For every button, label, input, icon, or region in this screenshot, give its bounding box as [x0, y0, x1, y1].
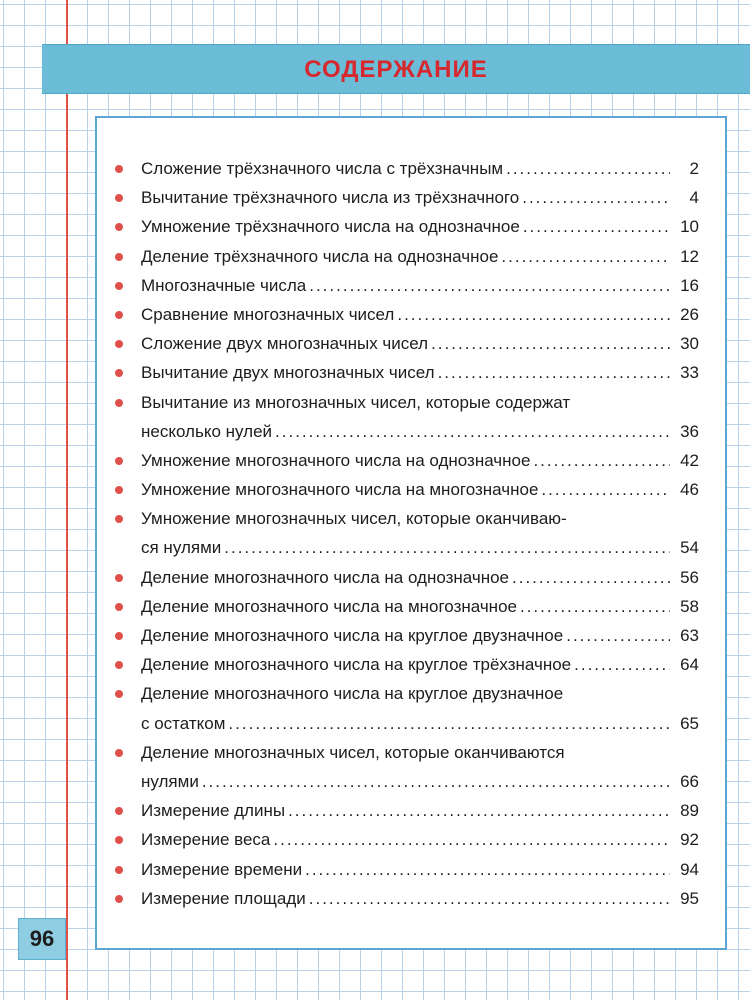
- bullet-icon: [115, 690, 123, 698]
- toc-entry-title: Многозначные числа: [141, 275, 307, 295]
- toc-row: [141, 679, 699, 708]
- dot-leader: [228, 709, 670, 738]
- toc-entry-title: ся нулями: [141, 538, 222, 558]
- dot-leader: [512, 563, 670, 592]
- bullet-icon: [115, 574, 123, 582]
- toc-entry-title: Вычитание трёхзначного числа из трёхзначного: [141, 188, 520, 208]
- toc-page-number: 64: [680, 655, 699, 675]
- bullet-icon: [115, 836, 123, 844]
- toc-page-number: 56: [680, 567, 699, 587]
- header-band: [42, 44, 750, 94]
- toc-row: [141, 504, 699, 533]
- toc-entry-line: [97, 796, 725, 825]
- toc-row: [141, 212, 699, 241]
- toc-page-number: 63: [680, 626, 699, 645]
- toc-entry-line: [97, 446, 725, 475]
- toc-entry-line: [97, 417, 725, 446]
- dot-leader: [305, 855, 670, 884]
- bullet-icon: [115, 515, 123, 523]
- table-of-contents: [95, 116, 727, 950]
- dot-leader: [275, 417, 670, 446]
- toc-row: [141, 154, 699, 183]
- dot-leader: [574, 650, 670, 679]
- toc-page-number: 33: [680, 363, 699, 383]
- dot-leader: [506, 154, 670, 183]
- dot-leader: [397, 300, 670, 329]
- toc-entry-line: [97, 300, 725, 329]
- notebook-margin-line: [66, 0, 68, 1000]
- bullet-icon: [115, 749, 123, 757]
- toc-entry-line: [97, 855, 725, 884]
- toc-row: [141, 329, 699, 358]
- bullet-icon: [115, 807, 123, 815]
- toc-entry-title: Умножение трёхзначного числа на однозначное: [141, 217, 520, 237]
- bullet-icon: [115, 457, 123, 465]
- toc-entry-line: [97, 533, 725, 562]
- dot-leader: [224, 533, 670, 562]
- toc-entry-title: Вычитание двух многозначных чисел: [141, 363, 435, 383]
- bullet-icon: [115, 340, 123, 348]
- toc-row: [141, 884, 699, 913]
- bullet-icon: [115, 866, 123, 874]
- bullet-icon: [115, 603, 123, 611]
- toc-list: [97, 154, 725, 913]
- toc-row: [141, 417, 699, 446]
- bullet-icon: [115, 311, 123, 319]
- dot-leader: [438, 358, 670, 387]
- toc-page-number: 94: [680, 859, 699, 879]
- dot-leader: [523, 212, 670, 241]
- toc-entry-line: [97, 767, 725, 796]
- toc-entry-title: Деление многозначных чисел, которые оканчиваются: [141, 742, 565, 762]
- bullet-icon: [115, 165, 123, 173]
- toc-page-number: 42: [680, 450, 699, 470]
- toc-page-number: 92: [680, 830, 699, 850]
- toc-entry-title: Сложение трёхзначного числа с трёхзначным: [141, 159, 504, 178]
- toc-page-number: 54: [680, 538, 699, 558]
- toc-entry-line: [97, 154, 725, 183]
- toc-page-number: 89: [680, 801, 699, 821]
- toc-row: [141, 271, 699, 300]
- toc-entry-line: [97, 738, 725, 767]
- bullet-icon: [115, 253, 123, 261]
- toc-entry-title: Измерение времени: [141, 859, 303, 879]
- dot-leader: [522, 183, 670, 212]
- toc-entry-title: Деление многозначного числа на круглое двузначное: [141, 684, 564, 704]
- toc-entry-title: Деление трёхзначного числа на однозначное: [141, 246, 499, 266]
- bullet-icon: [115, 194, 123, 202]
- toc-entry-line: [97, 679, 725, 708]
- toc-entry-title: с остатком: [141, 713, 226, 733]
- bullet-icon: [115, 282, 123, 290]
- toc-entry-line: [97, 183, 725, 212]
- toc-row: [141, 242, 699, 271]
- toc-entry-title: Деление многозначного числа на круглое двузначное: [141, 626, 564, 645]
- toc-row: [141, 563, 699, 592]
- toc-entry-line: [97, 504, 725, 533]
- toc-entry-line: [97, 475, 725, 504]
- toc-row: [141, 300, 699, 329]
- toc-row: [141, 621, 699, 650]
- bullet-icon: [115, 486, 123, 494]
- bullet-icon: [115, 632, 123, 640]
- toc-row: [141, 388, 699, 417]
- toc-row: [141, 738, 699, 767]
- dot-leader: [533, 446, 670, 475]
- toc-entry-line: [97, 329, 725, 358]
- toc-entry-title: Умножение многозначных чисел, которые оканчиваю-: [141, 509, 567, 529]
- toc-page-number: 66: [680, 771, 699, 791]
- toc-row: [141, 183, 699, 212]
- toc-page-number: 30: [680, 334, 699, 354]
- dot-leader: [288, 796, 670, 825]
- dot-leader: [431, 329, 670, 358]
- toc-row: [141, 709, 699, 738]
- toc-entry-title: Измерение веса: [141, 830, 271, 850]
- toc-entry-title: Деление многозначного числа на многозначное: [141, 596, 517, 616]
- toc-row: [141, 825, 699, 854]
- toc-row: [141, 592, 699, 621]
- toc-row: [141, 533, 699, 562]
- toc-entry-line: [97, 825, 725, 854]
- dot-leader: [309, 884, 670, 913]
- dot-leader: [202, 767, 670, 796]
- toc-entry-line: [97, 358, 725, 387]
- dot-leader: [520, 592, 670, 621]
- toc-entry-line: [97, 242, 725, 271]
- dot-leader: [273, 825, 670, 854]
- toc-entry-title: несколько нулей: [141, 421, 273, 441]
- dot-leader: [501, 242, 670, 271]
- toc-entry-line: [97, 650, 725, 679]
- dot-leader: [541, 475, 670, 504]
- toc-page-number: 65: [680, 713, 699, 733]
- toc-row: [141, 358, 699, 387]
- toc-entry-line: [97, 884, 725, 913]
- toc-entry-line: [97, 212, 725, 241]
- bullet-icon: [115, 399, 123, 407]
- toc-row: [141, 650, 699, 679]
- toc-entry-title: Сравнение многозначных чисел: [141, 304, 395, 324]
- toc-entry-title: Деление многозначного числа на круглое трёхзначное: [141, 655, 572, 675]
- toc-row: [141, 767, 699, 796]
- toc-entry-title: Умножение многозначного числа на многозначное: [141, 480, 539, 500]
- toc-page-number: 10: [680, 217, 699, 237]
- dot-leader: [566, 621, 670, 650]
- toc-entry-title: Сложение двух многозначных чисел: [141, 334, 429, 354]
- toc-page-number: 4: [689, 188, 699, 208]
- toc-page-number: 16: [680, 275, 699, 295]
- toc-entry-line: [97, 563, 725, 592]
- toc-row: [141, 446, 699, 475]
- bullet-icon: [115, 661, 123, 669]
- toc-row: [141, 855, 699, 884]
- toc-entry-title: нулями: [141, 771, 199, 791]
- toc-page-number: 26: [680, 304, 699, 324]
- toc-entry-line: [97, 621, 725, 650]
- toc-entry-line: [97, 271, 725, 300]
- toc-page-number: 46: [680, 480, 699, 500]
- page-number: 96: [18, 918, 66, 960]
- toc-page-number: 2: [689, 159, 699, 178]
- toc-page-number: 36: [680, 421, 699, 441]
- toc-entry-title: Вычитание из многозначных чисел, которые содержат: [141, 392, 571, 412]
- toc-entry-title: Измерение длины: [141, 801, 286, 821]
- toc-row: [141, 475, 699, 504]
- toc-entry-line: [97, 592, 725, 621]
- bullet-icon: [115, 369, 123, 377]
- toc-entry-title: Умножение многозначного числа на однозначное: [141, 450, 531, 470]
- bullet-icon: [115, 223, 123, 231]
- page-title: СОДЕРЖАНИЕ: [304, 56, 488, 83]
- toc-page-number: 12: [680, 246, 699, 266]
- toc-page-number: 58: [680, 596, 699, 616]
- toc-row: [141, 796, 699, 825]
- toc-page-number: 95: [680, 888, 699, 908]
- dot-leader: [309, 271, 670, 300]
- bullet-icon: [115, 895, 123, 903]
- toc-entry-title: Измерение площади: [141, 888, 306, 908]
- toc-entry-line: [97, 388, 725, 417]
- toc-entry-line: [97, 709, 725, 738]
- toc-entry-title: Деление многозначного числа на однозначное: [141, 567, 510, 587]
